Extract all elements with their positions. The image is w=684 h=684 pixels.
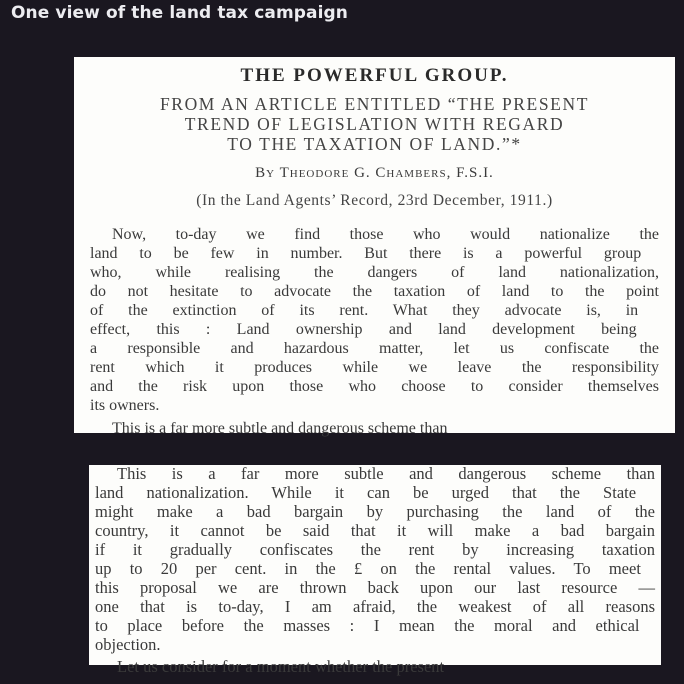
body-line: might make a bad bargain by purchasing the land of the [95, 502, 655, 521]
newspaper-clipping-2 [89, 464, 661, 676]
body-line: objection. [95, 635, 161, 654]
article-subheading-line-3: TO THE TAXATION OF LAND.”* [227, 134, 522, 154]
body-line: a responsible and hazardous matter, let us confiscate the [90, 340, 659, 357]
article-subheading-line-1: FROM AN ARTICLE ENTITLED “THE PRESENT [159, 94, 590, 114]
body-line: land to be few in number. But there is a powerful group [90, 245, 642, 262]
body-line: up to 20 per cent. in the £ on the rental values. To meet [95, 559, 641, 578]
body-line: to place before the masses : I mean the moral and ethical [95, 616, 640, 635]
body-line: if it gradually confiscates the rent by increasing taxation [95, 540, 655, 559]
article-source: (In the Land Agents’ Record, 23rd December, 1911.) [196, 192, 553, 209]
body-line: one that is to-day, I am afraid, the weakest of all reasons [95, 597, 655, 616]
article-heading: THE POWERFUL GROUP. [240, 65, 509, 86]
post-title: One view of the land tax campaign [11, 3, 349, 23]
body-line-cut: Let us consider for a moment whether the present [117, 657, 445, 676]
body-line: Now, to-day we find those who would nationalize the [112, 226, 659, 243]
body-line: This is a far more subtle and dangerous scheme than [117, 464, 655, 483]
body-line-cut: This is a far more subtle and dangerous scheme than [112, 420, 448, 437]
body-line: effect, this : Land ownership and land development being [90, 321, 637, 338]
body-line: rent which it produces while we leave the responsibility [90, 359, 659, 376]
body-line: country, it cannot be said that it will make a bad bargain [95, 521, 655, 540]
body-line: this proposal we are thrown back upon our last resource — [95, 578, 655, 597]
body-line: land nationalization. While it can be urged that the State [95, 483, 637, 502]
article-byline: By Theodore G. Chambers, F.S.I. [255, 165, 494, 181]
newspaper-clipping-1 [74, 57, 675, 437]
body-line: and the risk upon those who choose to consider themselves [90, 378, 659, 395]
article-subheading-line-2: TREND OF LEGISLATION WITH REGARD [184, 114, 565, 134]
body-line: do not hesitate to advocate the taxation of land to the point [90, 283, 659, 300]
body-line: its owners. [90, 397, 160, 414]
body-line: who, while realising the dangers of land nationalization, [90, 264, 659, 281]
body-line: of the extinction of its rent. What they advocate is, in [90, 302, 639, 319]
